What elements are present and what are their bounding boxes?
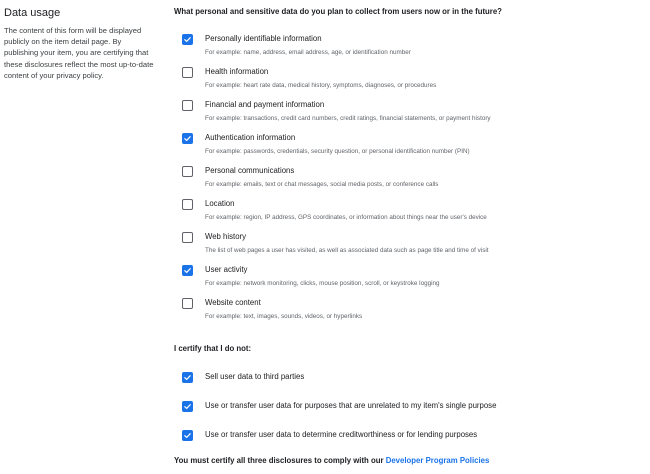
item-label: Web history xyxy=(205,232,247,241)
item-example: The list of web pages a user has visited, as well as associated data such as page title and time of visit xyxy=(205,247,489,254)
item-label: Sell user data to third parties xyxy=(205,372,305,381)
item-label: Authentication information xyxy=(205,133,296,142)
data-usage-form xyxy=(174,7,644,465)
item-example: For example: text, images, sounds, videos, or hyperlinks xyxy=(205,313,363,320)
item-label: Personal communications xyxy=(205,166,295,175)
collection-question: What personal and sensitive data do you plan to collect from users now or in the future? xyxy=(174,7,502,16)
checkbox[interactable] xyxy=(182,372,193,383)
sidebar xyxy=(4,6,156,81)
checkmark-icon xyxy=(183,266,192,275)
checkbox[interactable] xyxy=(182,133,193,144)
section-title: Data usage xyxy=(4,7,61,19)
certify-heading: I certify that I do not: xyxy=(174,344,252,353)
checkbox[interactable] xyxy=(182,298,193,309)
item-example: For example: emails, text or chat messages, social media posts, or conference calls xyxy=(205,181,439,188)
checkmark-icon xyxy=(183,134,192,143)
checkbox[interactable] xyxy=(182,265,193,276)
checkbox[interactable] xyxy=(182,430,193,441)
checkbox[interactable] xyxy=(182,67,193,78)
checkbox[interactable] xyxy=(182,100,193,111)
checkmark-icon xyxy=(183,373,192,382)
checkbox[interactable] xyxy=(182,34,193,45)
item-example: For example: passwords, credentials, security question, or personal identification number (PIN) xyxy=(205,148,470,155)
developer-program-policies-link[interactable]: Developer Program Policies xyxy=(385,456,490,465)
item-label: Financial and payment information xyxy=(205,100,325,109)
compliance-text: You must certify all three disclosures to comply with our xyxy=(174,456,386,465)
checkmark-icon xyxy=(183,431,192,440)
checkbox[interactable] xyxy=(182,166,193,177)
compliance-note xyxy=(174,456,489,466)
item-label: User activity xyxy=(205,265,248,274)
checkbox[interactable] xyxy=(182,401,193,412)
item-example: For example: transactions, credit card numbers, credit ratings, financial statements, or payment history xyxy=(205,115,491,122)
checkmark-icon xyxy=(183,35,192,44)
section-description: The content of this form will be displayed publicly on the item detail page. By publishing your item, you are certifying that these disclosures reflect the most up-to-date content of your privacy policy. xyxy=(4,26,154,80)
item-label: Use or transfer user data for purposes that are unrelated to my item's single purpose xyxy=(205,401,497,410)
item-label: Website content xyxy=(205,298,261,307)
item-label: Health information xyxy=(205,67,269,76)
item-example: For example: network monitoring, clicks, mouse position, scroll, or keystroke logging xyxy=(205,280,440,287)
item-label: Location xyxy=(205,199,235,208)
item-label: Use or transfer user data to determine creditworthiness or for lending purposes xyxy=(205,430,478,439)
checkbox[interactable] xyxy=(182,232,193,243)
item-example: For example: name, address, email address, age, or identification number xyxy=(205,49,411,56)
item-example: For example: region, IP address, GPS coordinates, or information about things near the user's device xyxy=(205,214,487,221)
checkbox[interactable] xyxy=(182,199,193,210)
item-label: Personally identifiable information xyxy=(205,34,322,43)
item-example: For example: heart rate data, medical history, symptoms, diagnoses, or procedures xyxy=(205,82,437,89)
checkmark-icon xyxy=(183,402,192,411)
